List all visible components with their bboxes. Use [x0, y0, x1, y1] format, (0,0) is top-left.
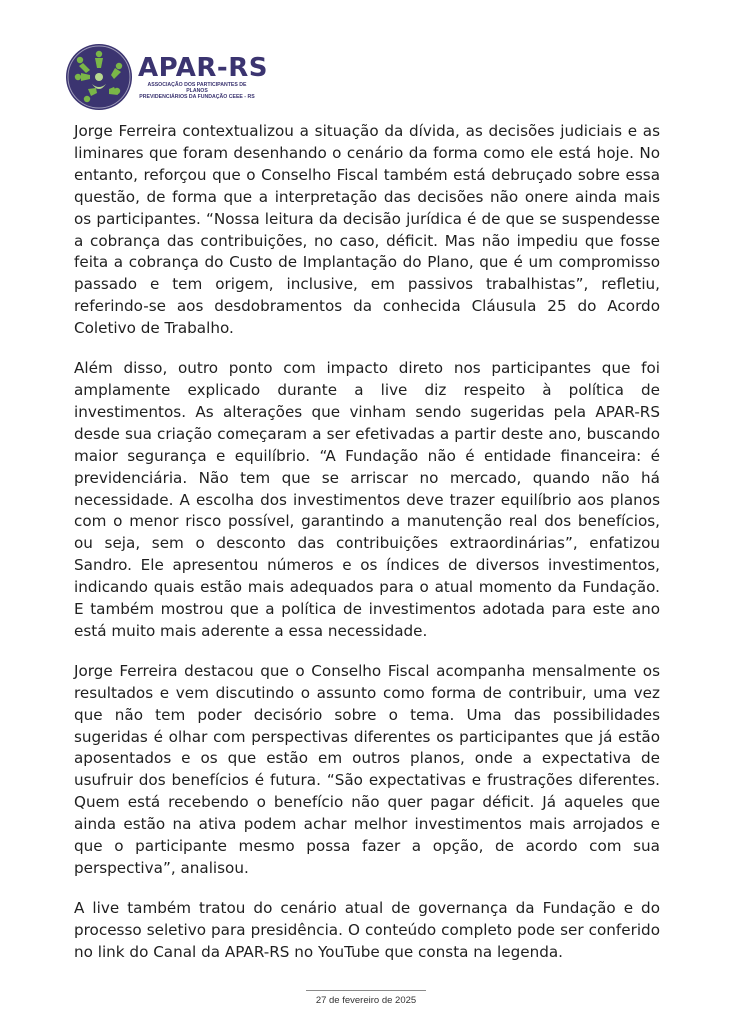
footer-date: 27 de fevereiro de 2025 — [315, 995, 417, 1006]
logo-title: APAR-RS — [138, 53, 268, 83]
apar-rs-logo-icon — [66, 44, 132, 110]
paragraph-1: Jorge Ferreira contextualizou a situação da dívida, as decisões judiciais e as liminares que foram desenhando o cenário da forma como ele está hoje. No entanto, reforçou que o Conselho Fiscal também está debruçado sobre essa questão, de forma que a interpretação das decisões não onere ainda mais os participantes. “Nossa leitura da decisão jurídica é de que se suspendesse a cobrança das contribuições, no caso, déficit. Mas não impediu que fosse feita a cobrança do Custo de Implantação do Plano, que é um compromisso passado e tem origem, inclusive, em passivos trabalhistas”, refletiu, referindo-se aos desdobramentos da conhecida Cláusula 25 do Acordo Coletivo de Trabalho. — [74, 122, 660, 338]
logo-text-block — [138, 54, 268, 100]
page-footer — [0, 990, 732, 1006]
page-header — [66, 42, 268, 112]
article-body — [74, 121, 660, 982]
paragraph-2: Além disso, outro ponto com impacto direto nos participantes que foi amplamente explicado durante a live diz respeito à política de investimentos. As alterações que vinham sendo sugeridas pela APAR-RS desde sua criação começaram a ser efetivadas a partir deste ano, buscando maior segurança e equilíbrio. “A Fundação não é entidade financeira: é previdenciária. Não tem que se arriscar no mercado, quando não há necessidade. A escolha dos investimentos deve trazer equilíbrio aos planos com o menor risco possível, garantindo a manutenção real dos benefícios, ou seja, sem o desconto das contribuições extraordinárias”, enfatizou Sandro. Ele apresentou números e os índices de diversos investimentos, indicando quais estão mais adequados para o atual momento da Fundação. E também mostrou que a política de investimentos adotada para este ano está muito mais aderente a essa necessidade. — [74, 359, 660, 640]
logo-subtitle-line-1: ASSOCIAÇÃO DOS PARTICIPANTES DE PLANOS — [147, 82, 247, 94]
paragraph-3: Jorge Ferreira destacou que o Conselho Fiscal acompanha mensalmente os resultados e vem discutindo o assunto como forma de contribuir, uma vez que não tem poder decisório sobre o tema. Uma das possibilidades sugeridas é olhar com perspectivas diferentes os participantes que já estão aposentados e os que estão em outros planos, onde a expectativa de usufruir dos benefícios é futura. “São expectativas e frustrações diferentes. Quem está recebendo o benefício não quer pagar déficit. Já aqueles que ainda estão na ativa podem achar melhor investimentos mais arrojados e que o participante mesmo possa fazer a opção, de acordo com sua perspectiva”, analisou. — [74, 661, 660, 877]
logo-subtitle-line-2: PREVIDENCIÁRIOS DA FUNDAÇÃO CEEE - RS — [139, 94, 255, 100]
paragraph-4: A live também tratou do cenário atual de governança da Fundação e do processo seletivo para presidência. O conteúdo completo pode ser conferido no link do Canal da APAR-RS no YouTube que consta na legenda. — [74, 898, 660, 961]
footer-divider — [306, 990, 426, 991]
